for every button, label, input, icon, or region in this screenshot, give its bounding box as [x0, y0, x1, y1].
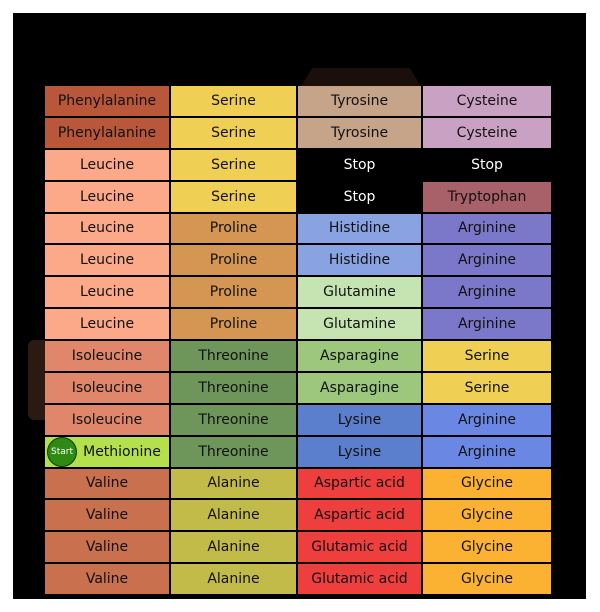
codon-cell	[171, 564, 298, 596]
amino-acid-label: Serine	[211, 124, 256, 141]
amino-acid-label: Proline	[209, 316, 258, 333]
codon-cell	[45, 309, 171, 341]
codon-cell	[45, 86, 171, 118]
codon-cell	[45, 405, 171, 437]
codon-cell	[423, 277, 553, 309]
start-codon-badge: Start	[47, 437, 77, 467]
amino-acid-label: Lysine	[337, 411, 382, 428]
amino-acid-label: Tryptophan	[447, 188, 527, 205]
amino-acid-label: Arginine	[457, 252, 517, 269]
codon-cell	[45, 277, 171, 309]
header-notch	[300, 68, 422, 88]
codon-cell	[423, 500, 553, 532]
amino-acid-label: Cysteine	[456, 92, 518, 109]
codon-cell	[171, 245, 298, 277]
codon-cell	[171, 277, 298, 309]
codon-cell	[298, 373, 423, 405]
amino-acid-label: Arginine	[457, 443, 517, 460]
amino-acid-label: Lysine	[337, 443, 382, 460]
codon-cell	[423, 469, 553, 501]
amino-acid-label: Alanine	[207, 475, 260, 492]
codon-cell	[423, 150, 553, 182]
amino-acid-label: Serine	[464, 379, 510, 396]
amino-acid-label: Phenylalanine	[57, 124, 157, 141]
amino-acid-label: Isoleucine	[71, 347, 143, 364]
codon-cell	[298, 405, 423, 437]
codon-cell	[423, 182, 553, 214]
codon-cell	[298, 437, 423, 469]
codon-cell	[423, 564, 553, 596]
codon-cell	[45, 373, 171, 405]
codon-cell	[298, 182, 423, 214]
codon-cell	[45, 564, 171, 596]
codon-cell	[171, 469, 298, 501]
codon-cell	[298, 309, 423, 341]
codon-table	[45, 86, 553, 596]
amino-acid-label: Serine	[211, 156, 256, 173]
amino-acid-label: Histidine	[328, 252, 391, 269]
amino-acid-label: Phenylalanine	[57, 92, 157, 109]
amino-acid-label: Tyrosine	[330, 124, 389, 141]
codon-cell	[171, 118, 298, 150]
amino-acid-label: Leucine	[79, 156, 135, 173]
codon-cell	[423, 309, 553, 341]
amino-acid-label: Isoleucine	[71, 411, 143, 428]
amino-acid-label: Proline	[209, 284, 258, 301]
codon-cell	[45, 469, 171, 501]
codon-cell	[171, 532, 298, 564]
amino-acid-label: Alanine	[207, 539, 260, 556]
amino-acid-label: Stop	[471, 156, 503, 173]
codon-cell	[298, 341, 423, 373]
codon-cell	[298, 150, 423, 182]
codon-cell	[171, 500, 298, 532]
codon-cell	[171, 214, 298, 246]
amino-acid-label: Glutamic acid	[311, 539, 408, 556]
codon-cell	[298, 532, 423, 564]
amino-acid-label: Asparagine	[320, 347, 399, 364]
amino-acid-label: Valine	[85, 475, 129, 492]
codon-cell	[298, 118, 423, 150]
codon-cell	[171, 373, 298, 405]
codon-cell	[423, 405, 553, 437]
codon-cell	[298, 469, 423, 501]
amino-acid-label: Arginine	[457, 316, 517, 333]
amino-acid-label: Asparagine	[320, 379, 399, 396]
amino-acid-label: Proline	[209, 252, 258, 269]
amino-acid-label: Aspartic acid	[314, 507, 405, 524]
amino-acid-label: Leucine	[79, 284, 135, 301]
amino-acid-label: Arginine	[457, 411, 517, 428]
codon-cell	[298, 500, 423, 532]
amino-acid-label: Leucine	[79, 252, 135, 269]
amino-acid-label: Leucine	[79, 188, 135, 205]
amino-acid-label: Aspartic acid	[314, 475, 405, 492]
codon-cell	[298, 214, 423, 246]
amino-acid-label: Arginine	[457, 220, 517, 237]
amino-acid-label: Leucine	[79, 316, 135, 333]
codon-cell	[423, 437, 553, 469]
amino-acid-label: Cysteine	[456, 124, 518, 141]
codon-cell	[45, 341, 171, 373]
amino-acid-label: Arginine	[457, 284, 517, 301]
codon-cell	[45, 245, 171, 277]
amino-acid-label: Threonine	[198, 443, 269, 460]
amino-acid-label: Stop	[343, 156, 376, 173]
amino-acid-label: Alanine	[207, 507, 260, 524]
amino-acid-label: Glycine	[460, 475, 514, 492]
amino-acid-label: Threonine	[198, 411, 269, 428]
codon-cell	[423, 532, 553, 564]
amino-acid-label: Glycine	[460, 507, 514, 524]
codon-cell	[171, 309, 298, 341]
amino-acid-label: Threonine	[198, 379, 269, 396]
amino-acid-label: Proline	[209, 220, 258, 237]
codon-cell	[45, 532, 171, 564]
amino-acid-label: Threonine	[198, 347, 269, 364]
amino-acid-label: Valine	[85, 571, 129, 588]
amino-acid-label: Glutamine	[323, 284, 396, 301]
amino-acid-label: Tyrosine	[330, 92, 389, 109]
codon-cell	[423, 341, 553, 373]
codon-cell	[298, 245, 423, 277]
codon-cell	[171, 150, 298, 182]
amino-acid-label: Stop	[343, 188, 376, 205]
codon-cell	[423, 373, 553, 405]
codon-cell	[171, 405, 298, 437]
amino-acid-label: Glycine	[460, 539, 514, 556]
side-marker	[28, 340, 46, 420]
codon-cell	[423, 214, 553, 246]
codon-cell	[423, 118, 553, 150]
amino-acid-label: Glycine	[460, 571, 514, 588]
codon-cell	[45, 150, 171, 182]
amino-acid-label: Alanine	[207, 571, 260, 588]
codon-cell	[171, 86, 298, 118]
amino-acid-label: Methionine	[83, 443, 161, 460]
amino-acid-label: Glutamic acid	[311, 571, 408, 588]
amino-acid-label: Serine	[464, 347, 510, 364]
codon-cell	[298, 564, 423, 596]
codon-cell	[45, 118, 171, 150]
codon-cell	[298, 86, 423, 118]
codon-cell	[171, 437, 298, 469]
codon-cell	[423, 86, 553, 118]
amino-acid-label: Valine	[85, 539, 129, 556]
codon-cell	[298, 277, 423, 309]
amino-acid-label: Valine	[85, 507, 129, 524]
amino-acid-label: Leucine	[79, 220, 135, 237]
codon-cell	[423, 245, 553, 277]
codon-cell	[45, 500, 171, 532]
amino-acid-label: Serine	[211, 188, 256, 205]
amino-acid-label: Serine	[211, 92, 256, 109]
codon-cell	[171, 182, 298, 214]
amino-acid-label: Isoleucine	[71, 379, 143, 396]
amino-acid-label: Glutamine	[323, 316, 396, 333]
codon-cell	[45, 214, 171, 246]
codon-cell	[45, 182, 171, 214]
frame-side-strip	[554, 60, 586, 360]
codon-cell	[45, 437, 171, 469]
codon-cell	[171, 341, 298, 373]
amino-acid-label: Histidine	[328, 220, 391, 237]
